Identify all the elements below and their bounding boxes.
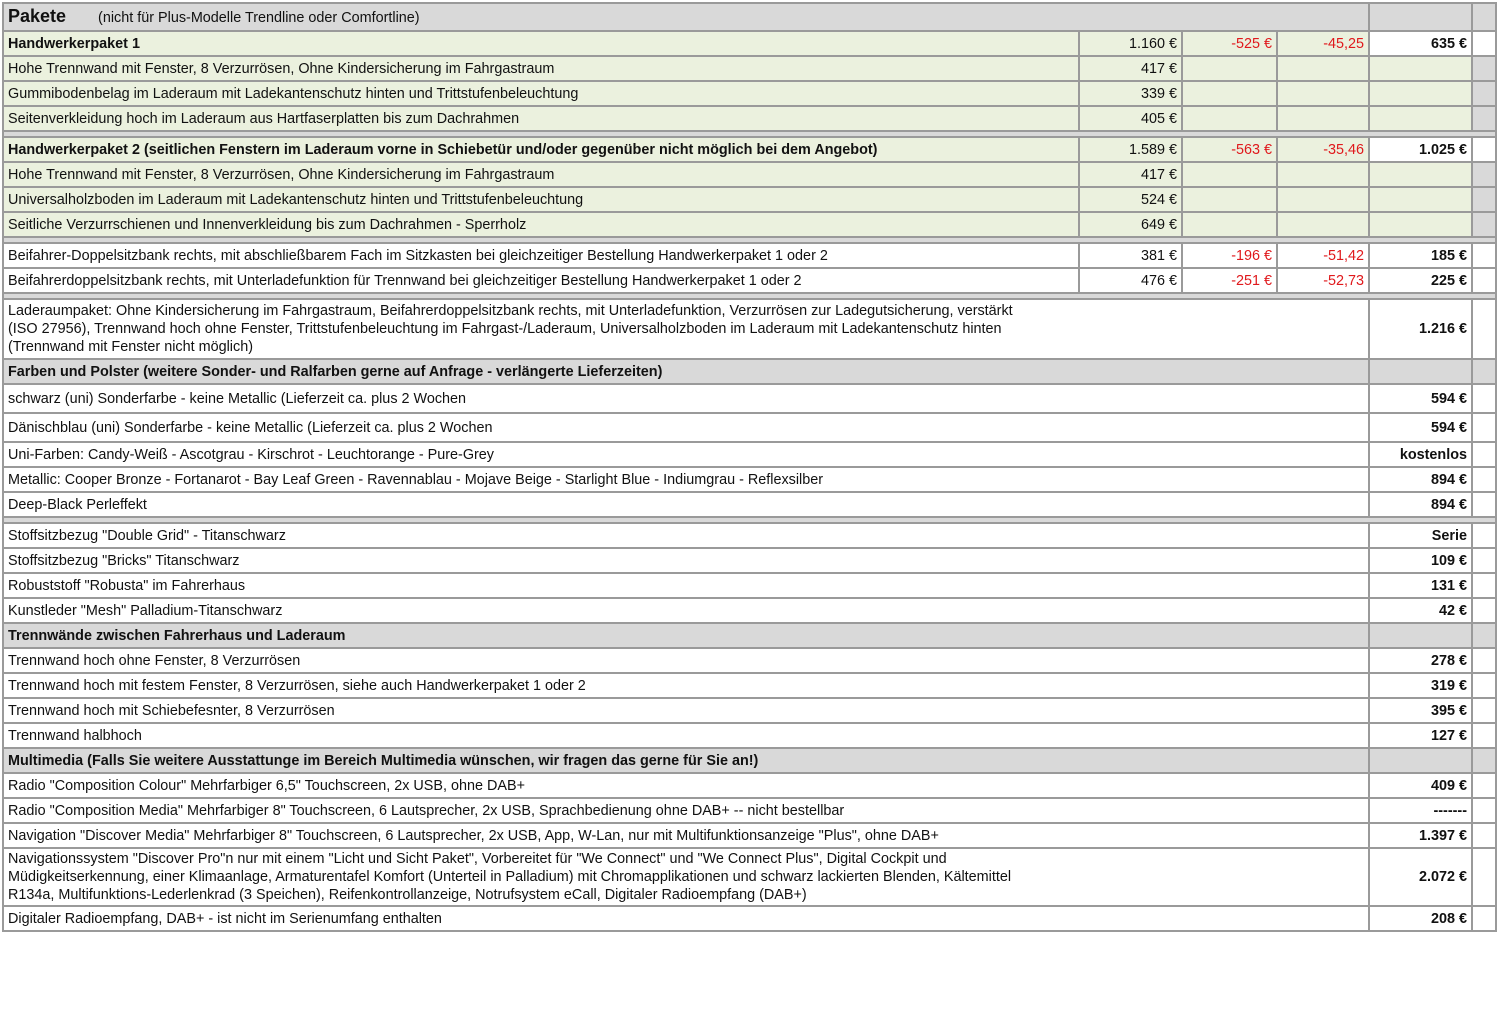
option-label: Radio "Composition Media" Mehrfarbiger 8" Touchscreen, 6 Lautsprecher, 2x USB, Sprachbedienung ohne DAB+ -- nicht bestellbar [3, 798, 1369, 823]
final-price: 225 € [1369, 268, 1472, 293]
package-title: Handwerkerpaket 1 [3, 31, 1079, 56]
empty-cell [1369, 106, 1472, 131]
empty-cell [1182, 56, 1277, 81]
package-item [3, 187, 1496, 212]
option-label [3, 848, 1369, 906]
empty-cell [1472, 698, 1496, 723]
final-price: 1.025 € [1369, 137, 1472, 162]
empty-cell [1472, 798, 1496, 823]
option-label: Metallic: Cooper Bronze - Fortanarot - Bay Leaf Green - Ravennablau - Mojave Beige - Starlight Blue - Indiumgrau - Reflexsilber [3, 467, 1369, 492]
option-row [3, 384, 1496, 413]
final-price: 395 € [1369, 698, 1472, 723]
option-row [3, 698, 1496, 723]
option-row [3, 492, 1496, 517]
section-header-farben [3, 359, 1496, 384]
option-label: Dänischblau (uni) Sonderfarbe - keine Metallic (Lieferzeit ca. plus 2 Wochen [3, 413, 1369, 442]
empty-cell [1472, 137, 1496, 162]
option-label: Trennwand hoch ohne Fenster, 8 Verzurrösen [3, 648, 1369, 673]
option-row [3, 243, 1496, 268]
item-label: Hohe Trennwand mit Fenster, 8 Verzurrösen, Ohne Kindersicherung im Fahrgastraum [3, 162, 1079, 187]
empty-cell [1472, 648, 1496, 673]
option-label: Beifahrerdoppelsitzbank rechts, mit Unterladefunktion für Trennwand bei gleichzeitiger Bestellung Handwerkerpaket 1 oder 2 [3, 268, 1079, 293]
option-row [3, 442, 1496, 467]
final-price: 894 € [1369, 467, 1472, 492]
list-price: 381 € [1079, 243, 1182, 268]
final-price: 278 € [1369, 648, 1472, 673]
item-price: 524 € [1079, 187, 1182, 212]
option-label: Radio "Composition Colour" Mehrfarbiger 6,5" Touchscreen, 2x USB, ohne DAB+ [3, 773, 1369, 798]
list-price: 1.160 € [1079, 31, 1182, 56]
option-label: Trennwand hoch mit Schiebefesnter, 8 Verzurrösen [3, 698, 1369, 723]
option-row [3, 467, 1496, 492]
list-price: 476 € [1079, 268, 1182, 293]
final-price: 208 € [1369, 906, 1472, 931]
section-title: Farben und Polster (weitere Sonder- und Ralfarben gerne auf Anfrage - verlängerte Lieferzeiten) [3, 359, 1369, 384]
discount-amount: -251 € [1182, 268, 1277, 293]
option-row [3, 723, 1496, 748]
option-label: Trennwand halbhoch [3, 723, 1369, 748]
option-row [3, 548, 1496, 573]
item-price: 339 € [1079, 81, 1182, 106]
section-title: Pakete [8, 6, 67, 26]
final-price: Serie [1369, 523, 1472, 548]
final-price: 2.072 € [1369, 848, 1472, 906]
empty-cell [1472, 523, 1496, 548]
final-price: 185 € [1369, 243, 1472, 268]
empty-cell [1182, 187, 1277, 212]
discount-amount: -525 € [1182, 31, 1277, 56]
empty-cell [1369, 623, 1472, 648]
option-label: Deep-Black Perleffekt [3, 492, 1369, 517]
option-label [3, 299, 1369, 359]
empty-cell [1472, 413, 1496, 442]
empty-cell [1472, 81, 1496, 106]
empty-cell [1277, 162, 1369, 187]
final-price: 127 € [1369, 723, 1472, 748]
option-label: schwarz (uni) Sonderfarbe - keine Metallic (Lieferzeit ca. plus 2 Wochen [3, 384, 1369, 413]
item-label: Seitenverkleidung hoch im Laderaum aus Hartfaserplatten bis zum Dachrahmen [3, 106, 1079, 131]
empty-cell [1472, 212, 1496, 237]
final-price: 409 € [1369, 773, 1472, 798]
empty-cell [1277, 187, 1369, 212]
empty-cell [1472, 723, 1496, 748]
empty-cell [1472, 243, 1496, 268]
option-row [3, 673, 1496, 698]
option-label: Uni-Farben: Candy-Weiß - Ascotgrau - Kirschrot - Leuchtorange - Pure-Grey [3, 442, 1369, 467]
option-label: Navigation "Discover Media" Mehrfarbiger 8" Touchscreen, 6 Lautsprecher, 2x USB, App, W-Lan, nur mit Multifunktionsanzeige "Plus", ohne DAB+ [3, 823, 1369, 848]
empty-cell [1472, 299, 1496, 359]
final-price: 1.397 € [1369, 823, 1472, 848]
option-row [3, 773, 1496, 798]
option-label: Trennwand hoch mit festem Fenster, 8 Verzurrösen, siehe auch Handwerkerpaket 1 oder 2 [3, 673, 1369, 698]
final-price: 894 € [1369, 492, 1472, 517]
item-price: 417 € [1079, 162, 1182, 187]
package-item [3, 212, 1496, 237]
option-row [3, 798, 1496, 823]
option-label: Stoffsitzbezug "Double Grid" - Titanschwarz [3, 523, 1369, 548]
empty-cell [1277, 212, 1369, 237]
empty-cell [1277, 56, 1369, 81]
option-row [3, 523, 1496, 548]
empty-cell [1472, 492, 1496, 517]
empty-cell [1472, 31, 1496, 56]
empty-cell [1472, 359, 1496, 384]
discount-amount: -196 € [1182, 243, 1277, 268]
empty-cell [1472, 906, 1496, 931]
package-item [3, 162, 1496, 187]
label-line: (ISO 27956), Trennwand hoch ohne Fenster, Trittstufenbeleuchtung im Fahrgast-/Laderaum, Universalholzboden im Laderaum mit Ladekantenschutz hinten [8, 321, 1002, 337]
option-row [3, 648, 1496, 673]
empty-cell [1369, 359, 1472, 384]
empty-cell [1472, 106, 1496, 131]
option-row [3, 413, 1496, 442]
option-label: Robuststoff "Robusta" im Fahrerhaus [3, 573, 1369, 598]
list-price: 1.589 € [1079, 137, 1182, 162]
option-row-nav-pro [3, 848, 1496, 906]
empty-cell [1472, 187, 1496, 212]
final-price: 319 € [1369, 673, 1472, 698]
section-title: Multimedia (Falls Sie weitere Ausstattunge im Bereich Multimedia wünschen, wir fragen das gerne für Sie an!) [3, 748, 1369, 773]
empty-cell [1472, 598, 1496, 623]
discount-percent: -51,42 [1277, 243, 1369, 268]
option-row-laderaum [3, 299, 1496, 359]
empty-cell [1472, 748, 1496, 773]
empty-cell [1472, 573, 1496, 598]
label-line: Laderaumpaket: Ohne Kindersicherung im Fahrgastraum, Beifahrerdoppelsitzbank rechts, mit Unterladefunktion, Verzurrösen zur Ladegutsicherung, verstärkt [8, 303, 1013, 319]
empty-cell [1472, 442, 1496, 467]
final-price: 635 € [1369, 31, 1472, 56]
price-sheet [2, 2, 1497, 932]
section-header-trennwaende [3, 623, 1496, 648]
section-title: Trennwände zwischen Fahrerhaus und Laderaum [3, 623, 1369, 648]
empty-cell [1472, 848, 1496, 906]
discount-percent: -35,46 [1277, 137, 1369, 162]
final-price: 131 € [1369, 573, 1472, 598]
label-line: (Trennwand mit Fenster nicht möglich) [8, 339, 253, 355]
section-header-pakete [3, 3, 1496, 31]
package-row-hw1 [3, 31, 1496, 56]
package-row-hw2 [3, 137, 1496, 162]
empty-cell [1472, 548, 1496, 573]
empty-cell [1472, 673, 1496, 698]
final-price: kostenlos [1369, 442, 1472, 467]
package-item [3, 81, 1496, 106]
label-line: Müdigkeitserkennung, einer Klimaanlage, Armaturentafel Komfort (Unterteil in Palladium) mit Chromapplikationen und schwarz lackierten Blenden, Kältemittel [8, 869, 1012, 885]
final-price: 42 € [1369, 598, 1472, 623]
option-label: Stoffsitzbezug "Bricks" Titanschwarz [3, 548, 1369, 573]
empty-cell [1277, 81, 1369, 106]
item-label: Gummibodenbelag im Laderaum mit Ladekantenschutz hinten und Trittstufenbeleuchtung [3, 81, 1079, 106]
final-price: 109 € [1369, 548, 1472, 573]
final-price: 594 € [1369, 413, 1472, 442]
option-row [3, 573, 1496, 598]
discount-percent: -52,73 [1277, 268, 1369, 293]
package-item [3, 56, 1496, 81]
empty-cell [1369, 187, 1472, 212]
option-label: Beifahrer-Doppelsitzbank rechts, mit abschließbarem Fach im Sitzkasten bei gleichzeitiger Bestellung Handwerkerpaket 1 oder 2 [3, 243, 1079, 268]
final-price: ------- [1369, 798, 1472, 823]
empty-cell [1472, 384, 1496, 413]
empty-cell [1472, 162, 1496, 187]
empty-cell [1472, 467, 1496, 492]
item-price: 405 € [1079, 106, 1182, 131]
item-price: 649 € [1079, 212, 1182, 237]
option-label: Digitaler Radioempfang, DAB+ - ist nicht im Serienumfang enthalten [3, 906, 1369, 931]
section-subtitle: (nicht für Plus-Modelle Trendline oder Comfortline) [98, 10, 420, 26]
option-row [3, 823, 1496, 848]
empty-cell [1277, 106, 1369, 131]
item-label: Universalholzboden im Laderaum mit Ladekantenschutz hinten und Trittstufenbeleuchtung [3, 187, 1079, 212]
empty-cell [1369, 3, 1472, 31]
empty-cell [1369, 212, 1472, 237]
item-price: 417 € [1079, 56, 1182, 81]
item-label: Hohe Trennwand mit Fenster, 8 Verzurrösen, Ohne Kindersicherung im Fahrgastraum [3, 56, 1079, 81]
pakete-header-cell [3, 3, 1369, 31]
empty-cell [1472, 623, 1496, 648]
empty-cell [1369, 748, 1472, 773]
option-row [3, 906, 1496, 931]
option-row [3, 598, 1496, 623]
empty-cell [1472, 268, 1496, 293]
package-item [3, 106, 1496, 131]
empty-cell [1472, 56, 1496, 81]
option-row [3, 268, 1496, 293]
final-price: 594 € [1369, 384, 1472, 413]
empty-cell [1182, 81, 1277, 106]
section-header-multimedia [3, 748, 1496, 773]
item-label: Seitliche Verzurrschienen und Innenverkleidung bis zum Dachrahmen - Sperrholz [3, 212, 1079, 237]
empty-cell [1369, 56, 1472, 81]
final-price: 1.216 € [1369, 299, 1472, 359]
empty-cell [1182, 162, 1277, 187]
empty-cell [1472, 3, 1496, 31]
empty-cell [1182, 212, 1277, 237]
empty-cell [1472, 773, 1496, 798]
package-title: Handwerkerpaket 2 (seitlichen Fenstern im Laderaum vorne in Schiebetür und/oder gegenüber nicht möglich bei dem Angebot) [3, 137, 1079, 162]
label-line: R134a, Multifunktions-Lederlenkrad (3 Speichen), Reifenkontrollanzeige, Notrufsystem eCall, Digitaler Radioempfang (DAB+) [8, 887, 807, 903]
discount-amount: -563 € [1182, 137, 1277, 162]
empty-cell [1472, 823, 1496, 848]
empty-cell [1369, 162, 1472, 187]
empty-cell [1369, 81, 1472, 106]
empty-cell [1182, 106, 1277, 131]
option-label: Kunstleder "Mesh" Palladium-Titanschwarz [3, 598, 1369, 623]
discount-percent: -45,25 [1277, 31, 1369, 56]
label-line: Navigationssystem "Discover Pro"n nur mit einem "Licht und Sicht Paket", Vorbereitet für "We Connect" und "We Connect Plus", Digital Cockpit und [8, 851, 947, 867]
